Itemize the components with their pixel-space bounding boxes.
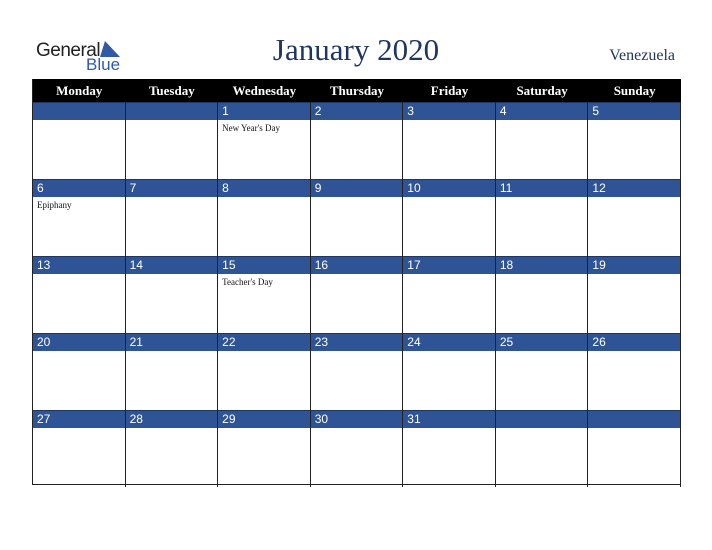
day-number: 9: [314, 181, 322, 195]
logo-word-blue: Blue: [86, 55, 121, 74]
day-cell: [126, 102, 219, 179]
day-cell: [33, 410, 126, 487]
day-cell: [588, 179, 681, 256]
weekday-saturday: Saturday: [516, 83, 568, 98]
day-number: 23: [314, 335, 329, 349]
day-number: 10: [407, 181, 421, 195]
day-cell: [496, 179, 589, 256]
weekday-friday: Friday: [430, 83, 469, 98]
day-number: 16: [314, 258, 329, 272]
day-number: 2: [314, 104, 322, 118]
day-number: 20: [37, 335, 51, 349]
day-cell: [218, 333, 311, 410]
day-number: 12: [592, 181, 606, 195]
day-number: 14: [129, 258, 143, 272]
week-row: [33, 102, 681, 179]
day-number: 31: [407, 412, 421, 426]
day-cell: [33, 256, 126, 333]
week-row: [33, 256, 681, 333]
day-number: 21: [129, 335, 143, 349]
logo-word-general: General: [36, 40, 101, 61]
day-cell: [403, 410, 496, 487]
day-cell: [496, 256, 589, 333]
day-number: 24: [407, 335, 421, 349]
day-number: 7: [129, 181, 137, 195]
day-cell: [311, 410, 404, 487]
day-cell: [218, 179, 311, 256]
day-cell: [588, 333, 681, 410]
day-number: 15: [222, 258, 236, 272]
day-number: 29: [222, 412, 236, 426]
day-cell: [403, 256, 496, 333]
day-number: 30: [314, 412, 329, 426]
day-cell: [126, 333, 219, 410]
week-row: [33, 333, 681, 410]
day-number: 1: [222, 104, 229, 118]
day-number: 13: [37, 258, 51, 272]
weekday-monday: Monday: [56, 83, 103, 98]
holiday-label: Epiphany: [37, 200, 72, 210]
day-cell: [403, 333, 496, 410]
weekday-thursday: Thursday: [329, 83, 385, 98]
day-number: 26: [592, 335, 606, 349]
day-number: 5: [592, 104, 600, 118]
week-row: [33, 179, 681, 256]
day-cell: [311, 333, 404, 410]
day-number: 4: [499, 104, 507, 118]
day-cell: [496, 410, 589, 487]
day-cell: [126, 410, 219, 487]
day-cell: [33, 333, 126, 410]
day-number: 27: [37, 412, 51, 426]
day-cell: [496, 333, 589, 410]
day-cell: [403, 179, 496, 256]
day-cell: [33, 179, 126, 256]
day-cell: [588, 410, 681, 487]
day-cell: [126, 179, 219, 256]
day-number: 3: [407, 104, 414, 118]
day-number: 8: [222, 181, 229, 195]
day-cell: [311, 102, 404, 179]
day-cell: [126, 256, 219, 333]
month-calendar: [32, 79, 680, 485]
calendar-title: January 2020: [272, 32, 440, 67]
day-cell: [218, 410, 311, 487]
weekday-wednesday: Wednesday: [232, 83, 297, 98]
day-cell: [218, 102, 311, 179]
country-label: Venezuela: [609, 47, 675, 64]
day-number: 6: [37, 181, 44, 195]
day-cell: [588, 256, 681, 333]
weekday-sunday: Sunday: [613, 83, 656, 98]
day-cell: [33, 102, 126, 179]
day-cell: [496, 102, 589, 179]
day-cell: [588, 102, 681, 179]
day-number: 17: [407, 258, 421, 272]
holiday-label: Teacher's Day: [222, 277, 273, 287]
day-cell: [218, 256, 311, 333]
week-row: [33, 410, 681, 487]
day-cell: [403, 102, 496, 179]
weekday-header: [33, 79, 681, 102]
holiday-label: New Year's Day: [222, 123, 281, 133]
day-number: 25: [499, 335, 514, 349]
day-number: 11: [499, 181, 513, 195]
day-cell: [311, 179, 404, 256]
day-number: 22: [222, 335, 236, 349]
day-number: 18: [499, 258, 514, 272]
day-number: 28: [129, 412, 143, 426]
day-cell: [311, 256, 404, 333]
weekday-tuesday: Tuesday: [148, 83, 195, 98]
day-number: 19: [592, 258, 606, 272]
